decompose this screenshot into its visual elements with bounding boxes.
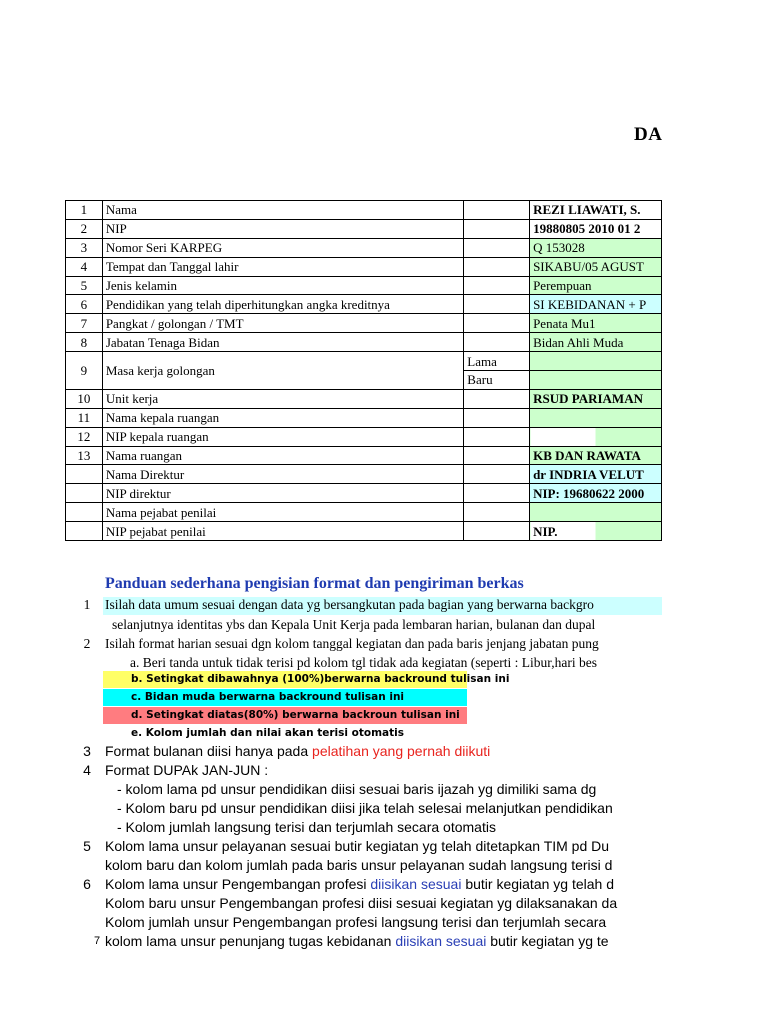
guide-item-5-line2: kolom baru dan kolom jumlah pada baris unsur pelayanan sudah langsung terisi d [105,857,613,873]
item-text-c: butir kegiatan yg telah d [461,876,614,892]
row-label: NIP direktur [102,484,463,503]
row-number [66,522,103,541]
form-row [66,484,662,503]
row-value-cell[interactable] [530,446,662,465]
row-label: Jenis kelamin [102,276,463,295]
document-title: DA [634,124,662,145]
legend-bar-yellow: b. Setingkat dibawahnya (100%)berwarna backround tulisan ini [103,671,467,688]
form-row [66,295,662,314]
item-text [105,743,490,759]
guide-title: Panduan sederhana pengisian format dan pengiriman berkas [105,575,524,592]
row-extra-cell [464,238,530,257]
form-row [66,408,662,427]
row-value-cell[interactable] [530,503,662,522]
row-value-cell[interactable] [530,522,662,541]
row-extra-cell [464,446,530,465]
row-number: 13 [66,446,103,465]
row-extra-cell [464,522,530,541]
row-value: Bidan Ahli Muda [533,334,624,350]
item-text [105,933,609,949]
row-number: 12 [66,427,103,446]
row-number: 4 [66,257,103,276]
row-extra-cell [464,465,530,484]
item-text: Format DUPAk JAN-JUN : [105,762,269,778]
row-label: NIP pejabat penilai [102,522,463,541]
row-extra-cell [464,427,530,446]
guide-item-4-line2: - Kolom baru pd unsur pendidikan diisi jika telah selesai melanjutkan pendidikan [117,800,613,816]
row-label: NIP [102,219,463,238]
row-extra-cell [464,314,530,333]
form-row [66,276,662,295]
row-value: SI KEBIDANAN + P [533,296,647,312]
row-value: RSUD PARIAMAN [533,391,643,407]
row-label: Nama [102,201,463,220]
form-row [66,389,662,408]
guide-item-1-text-b: selanjutnya identitas ybs dan Kepala Unit Kerja pada lembaran harian, bulanan dan dupal [112,617,596,632]
row-extra-cell [464,201,530,220]
form-row [66,446,662,465]
item-number: 5 [83,838,91,854]
guide-item-2a: a. Beri tanda untuk tidak terisi pd kolom tgl tidak ada kegiatan (seperti : Libur,hari bes [130,655,597,670]
item-text-a: Kolom lama unsur Pengembangan profesi [105,876,371,892]
row-value-cell[interactable] [530,427,662,446]
row-extra-cell [464,503,530,522]
item-number: 1 [83,597,91,612]
row-label: Nama kepala ruangan [102,408,463,427]
row-number: 2 [66,219,103,238]
row-value: NIP: 19680622 2000 [533,485,645,501]
item-text-c: butir kegiatan yg te [486,933,609,949]
row-value-cell[interactable] [530,352,662,371]
row-extra-cell [464,276,530,295]
row-value: dr INDRIA VELUT [533,466,644,482]
item-text-a: Format bulanan diisi hanya pada [105,743,313,759]
row-value-cell[interactable] [530,408,662,427]
form-row [66,257,662,276]
form-row [66,314,662,333]
row-extra-cell [464,484,530,503]
item-text-highlight: diisikan sesuai [370,876,462,892]
row-label: Unit kerja [102,389,463,408]
row-sub-label: Baru [464,371,530,390]
row-value-cell[interactable] [530,295,662,314]
row-number: 11 [66,408,103,427]
item-text-highlight: pelatihan yang pernah diikuti [312,743,491,759]
row-label: Pangkat / golongan / TMT [102,314,463,333]
row-extra-cell [464,219,530,238]
form-row [66,333,662,352]
row-value: Perempuan [533,278,592,293]
row-number: 9 [66,352,103,390]
row-number [66,503,103,522]
row-number: 6 [66,295,103,314]
guide-item-6-line2: Kolom baru unsur Pengembangan profesi diisi sesuai kegiatan yg dilaksanakan da [105,895,618,911]
row-label: Jabatan Tenaga Bidan [102,333,463,352]
row-label: Tempat dan Tanggal lahir [102,257,463,276]
row-value-cell[interactable] [530,219,662,238]
row-number: 1 [66,201,103,220]
guide-item-1-text-a [103,597,662,615]
form-row [66,465,662,484]
guide-item-4-line3: - Kolom jumlah langsung terisi dan terjumlah secara otomatis [117,819,496,835]
row-number: 3 [66,238,103,257]
item-number: 7 [94,935,101,947]
row-number: 10 [66,389,103,408]
row-value: SIKABU/05 AGUST [533,259,644,275]
row-value-cell[interactable] [530,465,662,484]
item-text [105,876,614,892]
item-number: 3 [83,743,91,759]
row-extra-cell [464,257,530,276]
row-value-cell[interactable] [530,314,662,333]
row-value: KB DAN RAWATA [533,448,641,464]
row-label: Nama pejabat penilai [102,503,463,522]
row-value: REZI LIAWATI, S. [533,202,641,218]
form-row [66,427,662,446]
item-number: 4 [83,762,91,778]
row-extra-cell [464,333,530,352]
row-value-cell[interactable] [530,257,662,276]
form-row [66,201,662,220]
row-value: 19880805 2010 01 2 [533,221,641,237]
row-label: Nomor Seri KARPEG [102,238,463,257]
guide-item-4-line1: - kolom lama pd unsur pendidikan diisi sesuai baris ijazah yg dimiliki sama dg [117,781,597,797]
row-label: Nama Direktur [102,465,463,484]
row-value-cell[interactable] [530,333,662,352]
form-row [66,503,662,522]
row-value-cell[interactable] [530,201,662,220]
item-text: Kolom lama unsur pelayanan sesuai butir kegiatan yg telah ditetapkan TIM pd Du [105,838,610,854]
form-row [66,522,662,541]
form-row [66,219,662,238]
row-extra-cell [464,389,530,408]
form-row [66,238,662,257]
identity-form-table [65,200,662,541]
row-sub-label: Lama [464,352,530,371]
row-extra-cell [464,408,530,427]
row-label: NIP kepala ruangan [102,427,463,446]
legend-bar-aqua: c. Bidan muda berwarna backround tulisan ini [103,689,467,706]
item-text-highlight: diisikan sesuai [395,933,487,949]
row-value-cell[interactable] [530,371,662,390]
item-text: Isilah format harian sesuai dgn kolom tanggal kegiatan dan pada baris jenjang jabatan pung [105,636,599,651]
item-text-a: kolom lama unsur penunjang tugas kebidanan [105,933,396,949]
row-extra-cell [464,295,530,314]
form-row [66,352,662,371]
row-value: NIP. [533,523,558,539]
guide-item-6-line3: Kolom jumlah unsur Pengembangan profesi langsung terisi dan terjumlah secara [105,914,607,930]
row-label: Nama ruangan [102,446,463,465]
row-value: Q 153028 [533,240,585,256]
row-value-cell[interactable] [530,276,662,295]
row-value-cell[interactable] [530,238,662,257]
row-label: Masa kerja golongan [102,352,463,390]
row-number: 8 [66,333,103,352]
item-text: Isilah data umum sesuai dengan data yg bersangkutan pada bagian yang berwarna backgro [105,597,594,612]
row-number [66,484,103,503]
row-number: 7 [66,314,103,333]
legend-item-e: e. Kolom jumlah dan nilai akan terisi otomatis [131,727,404,739]
item-number: 2 [83,636,91,651]
row-label: Pendidikan yang telah diperhitungkan angka kreditnya [102,295,463,314]
item-number: 6 [83,876,91,892]
row-number: 5 [66,276,103,295]
legend-bar-salmon: d. Setingkat diatas(80%) berwarna backroun tulisan ini [103,707,467,724]
row-value-cell[interactable] [530,484,662,503]
row-value: Penata Mu1 [533,315,596,331]
row-number [66,465,103,484]
row-value-cell[interactable] [530,389,662,408]
